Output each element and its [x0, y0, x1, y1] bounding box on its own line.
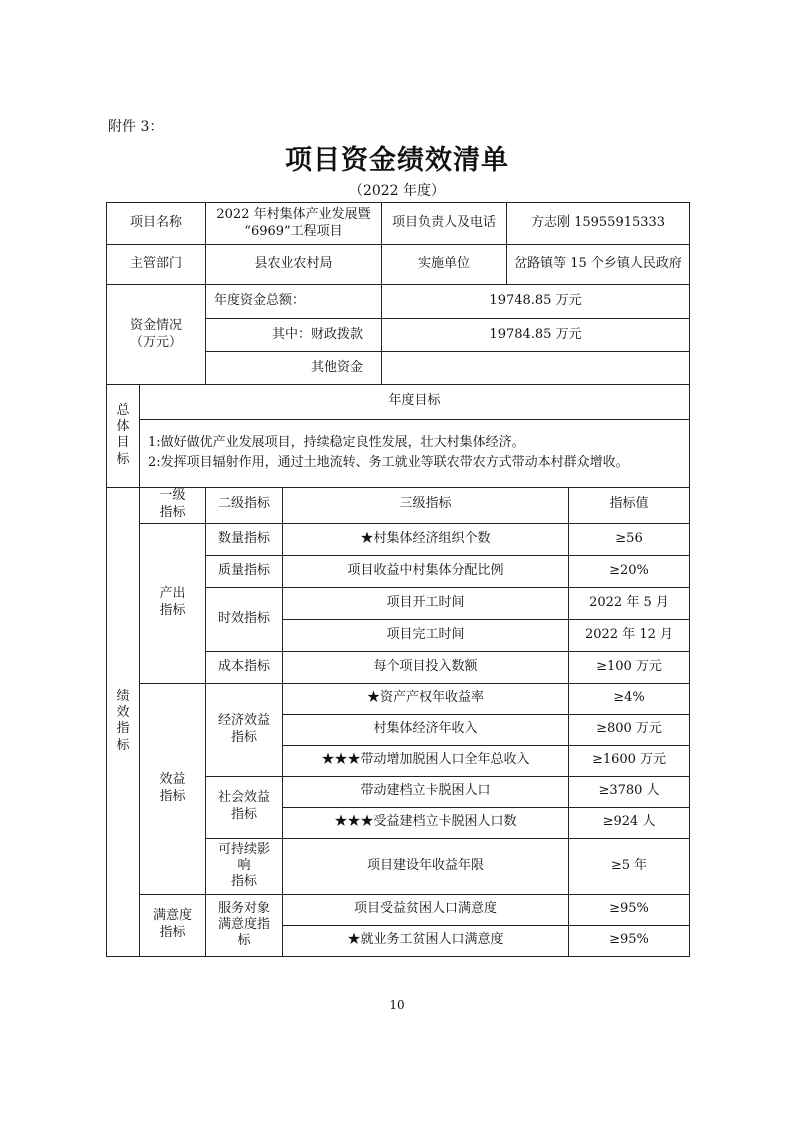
- goal-line: 2:发挥项目辐射作用，通过土地流转、务工就业等联农带农方式带动本村群众增收。: [148, 455, 629, 470]
- perf-label-char: 指: [116, 721, 130, 737]
- overall-goal-label: [107, 384, 140, 487]
- indicator-cell: 项目受益贫困人口满意度: [283, 894, 569, 925]
- funds-fiscal-label: 其中：财政拨款: [206, 319, 382, 352]
- indicator-cell: 带动建档立卡脱困人口: [283, 776, 569, 807]
- perf-label-char: 绩: [116, 688, 130, 704]
- header-value: 指标值: [569, 487, 690, 523]
- quantity-indicator: 数量指标: [206, 523, 283, 555]
- indicator-value: ≥100 万元: [569, 651, 690, 683]
- funds-label: [107, 285, 206, 385]
- indicator-cell: 每个项目投入数额: [283, 651, 569, 683]
- performance-table: [106, 487, 690, 957]
- indicator-cell: 村集体经济年收入: [283, 714, 569, 745]
- indicator-cell: ★资产产权年收益率: [283, 683, 569, 714]
- indicator-cell: 项目开工时间: [283, 587, 569, 619]
- unit-label: 实施单位: [382, 245, 507, 285]
- header-level1-line: 指标: [159, 504, 186, 520]
- perf-label-char: 标: [116, 737, 130, 753]
- goal-label-char: 总: [116, 402, 130, 418]
- satisfaction-indicators-label: [140, 894, 206, 956]
- output-label-line: 产出: [159, 586, 186, 602]
- dept-value: 县农业农村局: [206, 245, 382, 285]
- header-level1-line: 一级: [159, 487, 186, 503]
- goal-line: 1:做好做优产业发展项目，持续稳定良性发展，壮大村集体经济。: [148, 434, 525, 450]
- quality-indicator: 质量指标: [206, 555, 283, 587]
- indicator-cell: 项目建设年收益年限: [283, 838, 569, 894]
- annual-goal-heading: 年度目标: [140, 384, 690, 419]
- indicator-cell: 项目收益中村集体分配比例: [283, 555, 569, 587]
- indicator-value: ≥924 人: [569, 807, 690, 838]
- funds-other-label: 其他资金: [206, 352, 382, 385]
- funds-fiscal-value: 19784.85 万元: [382, 319, 690, 352]
- indicator-value: 2022 年 12 月: [569, 619, 690, 651]
- indicator-cell: ★就业务工贫困人口满意度: [283, 925, 569, 956]
- funds-label-line: 资金情况: [129, 317, 182, 333]
- effect-label-line: 效益: [159, 771, 186, 787]
- social-indicator: [206, 776, 283, 838]
- project-name-line: “6969”工程项目: [244, 223, 343, 239]
- indicator-value: ≥95%: [569, 925, 690, 956]
- document-title: 项目资金绩效清单: [285, 145, 509, 176]
- effect-label-line: 指标: [159, 788, 186, 804]
- indicator-value: ≥1600 万元: [569, 745, 690, 776]
- header-level2: 二级指标: [206, 487, 283, 523]
- indicator-value: 2022 年 5 月: [569, 587, 690, 619]
- performance-label: [107, 487, 140, 956]
- satisfaction-label-line: 指标: [159, 925, 186, 940]
- economic-indicator: [206, 683, 283, 776]
- cost-indicator: 成本指标: [206, 651, 283, 683]
- indicator-value: ≥20%: [569, 555, 690, 587]
- overall-goal-table: [106, 384, 690, 488]
- sustainability-indicator: [206, 838, 283, 894]
- indicator-cell: ★村集体经济组织个数: [283, 523, 569, 555]
- economic-line: 指标: [230, 729, 257, 745]
- timeliness-indicator: 时效指标: [206, 587, 283, 651]
- project-name-line: 2022 年村集体产业发展暨: [216, 206, 371, 222]
- page-number: 10: [389, 998, 405, 1012]
- sustain-line: 响: [237, 857, 251, 873]
- social-line: 指标: [230, 807, 257, 822]
- indicator-value: ≥800 万元: [569, 714, 690, 745]
- header-level1: [140, 487, 206, 523]
- sustain-line: 指标: [230, 874, 257, 890]
- output-indicators-label: [140, 523, 206, 683]
- funds-total-label: 年度资金总额：: [206, 285, 382, 319]
- project-name-label: 项目名称: [107, 203, 206, 245]
- project-leader-label: 项目负责人及电话: [382, 203, 507, 245]
- social-line: 社会效益: [217, 790, 270, 806]
- sustain-line: 可持续影: [217, 841, 270, 857]
- document-year: （2022 年度）: [348, 183, 446, 199]
- project-name-value: [206, 203, 382, 245]
- output-label-line: 指标: [159, 603, 186, 618]
- service-satisfaction-indicator: [206, 894, 283, 956]
- economic-line: 经济效益: [217, 712, 270, 728]
- funds-label-line: （万元）: [129, 334, 182, 350]
- indicator-value: ≥3780 人: [569, 776, 690, 807]
- service-line: 满意度指: [217, 916, 270, 932]
- indicator-value: ≥56: [569, 523, 690, 555]
- unit-value: 岔路镇等 15 个乡镇人民政府: [507, 245, 690, 285]
- indicator-cell: ★★★带动增加脱困人口全年总收入: [283, 745, 569, 776]
- perf-label-char: 效: [116, 705, 130, 720]
- indicator-cell: 项目完工时间: [283, 619, 569, 651]
- effect-indicators-label: [140, 683, 206, 894]
- goal-label-char: 目: [116, 435, 130, 451]
- indicator-cell: ★★★受益建档立卡脱困人口数: [283, 807, 569, 838]
- funds-other-value: [382, 352, 690, 385]
- indicator-value: ≥95%: [569, 894, 690, 925]
- indicator-value: ≥5 年: [569, 838, 690, 894]
- project-info-table: [106, 202, 690, 385]
- project-leader-value: 方志刚 15955915333: [507, 203, 690, 245]
- goal-label-char: 体: [116, 419, 130, 434]
- indicator-value: ≥4%: [569, 683, 690, 714]
- funds-total-value: 19748.85 万元: [382, 285, 690, 319]
- service-line: 标: [237, 933, 251, 949]
- service-line: 服务对象: [217, 900, 270, 916]
- attachment-label: 附件 3：: [108, 119, 164, 135]
- header-level3: 三级指标: [283, 487, 569, 523]
- dept-label: 主管部门: [107, 245, 206, 285]
- satisfaction-label-line: 满意度: [152, 908, 192, 924]
- annual-goal-content: [140, 419, 690, 487]
- goal-label-char: 标: [116, 451, 130, 467]
